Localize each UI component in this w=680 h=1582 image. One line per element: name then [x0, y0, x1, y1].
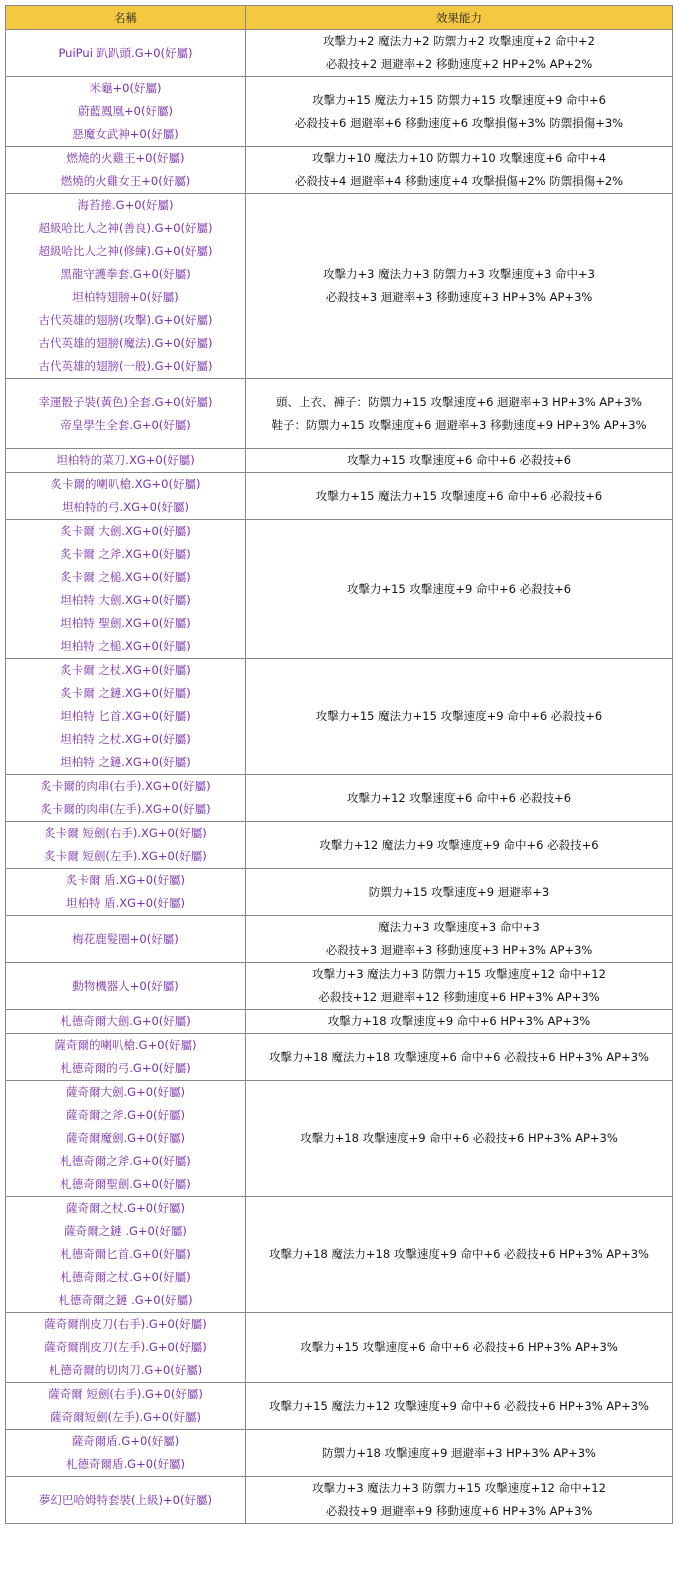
table-row: [6, 147, 673, 194]
item-name: 薩奇爾削皮刀(右手).G+0(好屬): [44, 1317, 207, 1331]
item-name: 札德奇爾的弓.G+0(好屬): [60, 1061, 191, 1075]
table-row: [6, 1383, 673, 1430]
item-name: 炙卡爾的肉串(左手).XG+0(好屬): [40, 802, 211, 816]
effect-cell: [246, 473, 673, 520]
effect-line: 攻擊力+15 魔法力+15 攻擊速度+6 命中+6 必殺技+6: [315, 488, 603, 503]
item-name: 梅花鹿髮圈+0(好屬): [72, 931, 179, 946]
name-column-header: 名稱: [6, 6, 246, 30]
item-name: 薩奇爾之鏈 .G+0(好屬): [64, 1224, 187, 1238]
effect-line: 必殺技+3 迴避率+3 移動速度+3 HP+3% AP+3%: [325, 290, 593, 304]
effect-line: 必殺技+6 迴避率+6 移動速度+6 攻擊損傷+3% 防禦損傷+3%: [294, 115, 624, 130]
item-name: 坦柏特 之鏈.XG+0(好屬): [60, 755, 191, 769]
table-row: [6, 659, 673, 775]
item-name-cell: [6, 473, 246, 520]
item-name: 米龜+0(好屬): [89, 81, 162, 95]
effect-cell: [246, 194, 673, 379]
item-name: 炙卡爾 短劍(右手).XG+0(好屬): [44, 826, 207, 840]
item-name: 蔚藍鳳凰+0(好屬): [78, 104, 173, 118]
item-name: 超級哈比人之神(善良).G+0(好屬): [38, 221, 213, 235]
item-name: 帝皇學生全套.G+0(好屬): [60, 417, 191, 432]
effect-cell: [246, 520, 673, 659]
item-name: 動物機器人+0(好屬): [72, 978, 179, 993]
item-name-cell: [6, 963, 246, 1010]
table-row: [6, 1081, 673, 1197]
table-row: [6, 963, 673, 1010]
table-row: [6, 449, 673, 473]
effect-cell: [246, 775, 673, 822]
effect-line: 攻擊力+18 魔法力+18 攻擊速度+9 命中+6 必殺技+6 HP+3% AP+3%: [269, 1247, 649, 1261]
item-name: 札德奇爾盾.G+0(好屬): [66, 1457, 185, 1471]
item-name: 夢幻巴哈姆特套裝(上級)+0(好屬): [39, 1492, 212, 1507]
item-name-cell: [6, 1081, 246, 1197]
table-row: [6, 822, 673, 869]
effect-line: 攻擊力+18 魔法力+18 攻擊速度+6 命中+6 必殺技+6 HP+3% AP+3%: [269, 1049, 649, 1064]
item-name: 海苔捲.G+0(好屬): [77, 198, 174, 212]
table-row: [6, 473, 673, 520]
table-row: [6, 1313, 673, 1383]
effect-cell: [246, 449, 673, 473]
effect-line: 必殺技+9 迴避率+9 移動速度+6 HP+3% AP+3%: [325, 1504, 593, 1518]
item-name: 坦柏特的菜刀.XG+0(好屬): [56, 453, 195, 467]
item-name: 超級哈比人之神(修練).G+0(好屬): [38, 244, 213, 258]
effect-line: 攻擊力+15 魔法力+15 防禦力+15 攻擊速度+9 命中+6: [312, 92, 606, 107]
effect-line: 攻擊力+2 魔法力+2 防禦力+2 攻擊速度+2 命中+2: [323, 34, 595, 48]
item-name: 炙卡爾 盾.XG+0(好屬): [65, 873, 186, 887]
item-name-cell: [6, 30, 246, 77]
effect-line: 攻擊力+18 攻擊速度+9 命中+6 必殺技+6 HP+3% AP+3%: [300, 1131, 618, 1145]
item-name: 幸運骰子裝(黃色)全套.G+0(好屬): [38, 394, 213, 409]
effect-line: 魔法力+3 攻擊速度+3 命中+3: [378, 920, 540, 934]
item-name: 札德奇爾之鏈 .G+0(好屬): [58, 1293, 193, 1307]
item-name-cell: [6, 520, 246, 659]
item-name-cell: [6, 449, 246, 473]
item-name: 惡魔女武神+0(好屬): [72, 127, 179, 141]
item-name-cell: [6, 194, 246, 379]
item-name: 札德奇爾匕首.G+0(好屬): [60, 1247, 191, 1261]
table-row: [6, 30, 673, 77]
item-name: 坦柏特 大劍.XG+0(好屬): [60, 593, 191, 607]
item-name: 黑龍守護拳套.G+0(好屬): [60, 267, 191, 281]
effect-line: 攻擊力+15 攻擊速度+9 命中+6 必殺技+6: [346, 581, 572, 596]
item-name: PuiPui 趴趴頭.G+0(好屬): [58, 45, 193, 60]
effect-line: 必殺技+12 迴避率+12 移動速度+6 HP+3% AP+3%: [318, 990, 600, 1004]
effect-line: 攻擊力+12 攻擊速度+6 命中+6 必殺技+6: [346, 790, 572, 805]
item-name-cell: [6, 916, 246, 963]
effect-line: 必殺技+2 迴避率+2 移動速度+2 HP+2% AP+2%: [325, 57, 593, 71]
item-name: 札德奇爾之斧.G+0(好屬): [60, 1154, 191, 1168]
item-name-cell: [6, 869, 246, 916]
item-name: 炙卡爾 大劍.XG+0(好屬): [60, 524, 191, 538]
item-name: 坦柏特 聖劍.XG+0(好屬): [60, 616, 191, 630]
item-name: 坦柏特 之槌.XG+0(好屬): [60, 639, 191, 653]
table-row: [6, 775, 673, 822]
item-name-cell: [6, 822, 246, 869]
effect-cell: [246, 1034, 673, 1081]
item-name-cell: [6, 1313, 246, 1383]
effect-line: 攻擊力+3 魔法力+3 防禦力+3 攻擊速度+3 命中+3: [323, 267, 595, 281]
effect-line: 攻擊力+12 魔法力+9 攻擊速度+9 命中+6 必殺技+6: [319, 837, 599, 852]
item-name: 薩奇爾的喇叭槍.G+0(好屬): [54, 1038, 197, 1052]
effect-line: 必殺技+3 迴避率+3 移動速度+3 HP+3% AP+3%: [325, 943, 593, 957]
effect-line: 攻擊力+15 魔法力+12 攻擊速度+9 命中+6 必殺技+6 HP+3% AP+3%: [269, 1398, 649, 1413]
effect-cell: [246, 1383, 673, 1430]
effect-cell: [246, 30, 673, 77]
item-name-cell: [6, 77, 246, 147]
item-name-cell: [6, 1034, 246, 1081]
item-name: 札德奇爾聖劍.G+0(好屬): [60, 1177, 191, 1191]
effect-cell: [246, 822, 673, 869]
item-name: 炙卡爾 短劍(左手).XG+0(好屬): [44, 849, 207, 863]
item-name: 炙卡爾的肉串(右手).XG+0(好屬): [40, 779, 211, 793]
item-name: 坦柏特的弓.XG+0(好屬): [62, 500, 189, 514]
item-name: 燃燒的火雞王+0(好屬): [66, 151, 185, 165]
table-row: [6, 520, 673, 659]
item-name-cell: [6, 379, 246, 449]
effect-cell: [246, 379, 673, 449]
item-name: 炙卡爾 之鏈.XG+0(好屬): [60, 686, 191, 700]
item-name: 炙卡爾的喇叭槍.XG+0(好屬): [50, 477, 201, 491]
effect-cell: [246, 1313, 673, 1383]
effect-line: 攻擊力+10 魔法力+10 防禦力+10 攻擊速度+6 命中+4: [312, 151, 606, 165]
item-name: 燃燒的火雞女王+0(好屬): [60, 174, 191, 188]
effect-line: 鞋子：防禦力+15 攻擊速度+6 迴避率+3 移動速度+9 HP+3% AP+3%: [271, 417, 647, 432]
table-body: [6, 30, 673, 1524]
table-row: [6, 1197, 673, 1313]
item-name: 古代英雄的翅膀(魔法).G+0(好屬): [38, 336, 213, 350]
effect-cell: [246, 1197, 673, 1313]
effect-cell: [246, 147, 673, 194]
effect-cell: [246, 1430, 673, 1477]
item-name-cell: [6, 147, 246, 194]
effect-cell: [246, 869, 673, 916]
effect-cell: [246, 1477, 673, 1524]
item-name-cell: [6, 1010, 246, 1034]
effect-line: 攻擊力+15 攻擊速度+6 命中+6 必殺技+6: [346, 453, 572, 467]
item-name: 薩奇爾短劍(左手).G+0(好屬): [50, 1410, 201, 1424]
item-name: 炙卡爾 之斧.XG+0(好屬): [60, 547, 191, 561]
effect-line: 頭、上衣、褲子：防禦力+15 攻擊速度+6 迴避率+3 HP+3% AP+3%: [276, 394, 642, 409]
item-name-cell: [6, 1197, 246, 1313]
item-name: 札德奇爾大劍.G+0(好屬): [60, 1014, 191, 1028]
item-name-cell: [6, 1477, 246, 1524]
effect-cell: [246, 1081, 673, 1197]
effect-line: 攻擊力+18 攻擊速度+9 命中+6 HP+3% AP+3%: [327, 1014, 591, 1028]
table-header-row: [6, 6, 673, 30]
effect-line: 防禦力+18 攻擊速度+9 迴避率+3 HP+3% AP+3%: [322, 1445, 596, 1460]
effect-line: 必殺技+4 迴避率+4 移動速度+4 攻擊損傷+2% 防禦損傷+2%: [294, 174, 624, 188]
item-name-cell: [6, 775, 246, 822]
table-row: [6, 916, 673, 963]
effect-cell: [246, 659, 673, 775]
item-name-cell: [6, 659, 246, 775]
effect-cell: [246, 77, 673, 147]
item-name-cell: [6, 1383, 246, 1430]
item-name: 坦柏特 匕首.XG+0(好屬): [60, 709, 191, 723]
effect-column-header: 效果能力: [246, 6, 673, 30]
item-name: 薩奇爾魔劍.G+0(好屬): [66, 1131, 185, 1145]
effect-line: 攻擊力+3 魔法力+3 防禦力+15 攻擊速度+12 命中+12: [312, 967, 606, 981]
effect-line: 攻擊力+15 魔法力+15 攻擊速度+9 命中+6 必殺技+6: [315, 709, 603, 723]
table-row: [6, 1477, 673, 1524]
item-name: 薩奇爾盾.G+0(好屬): [71, 1434, 180, 1448]
table-row: [6, 1034, 673, 1081]
table-row: [6, 1430, 673, 1477]
effect-line: 防禦力+15 攻擊速度+9 迴避率+3: [368, 884, 550, 899]
item-name: 薩奇爾大劍.G+0(好屬): [66, 1085, 185, 1099]
item-name: 炙卡爾 之槌.XG+0(好屬): [60, 570, 191, 584]
table-row: [6, 194, 673, 379]
table-row: [6, 379, 673, 449]
item-name: 薩奇爾之斧.G+0(好屬): [66, 1108, 185, 1122]
item-name: 古代英雄的翅膀(攻擊).G+0(好屬): [38, 313, 213, 327]
effect-cell: [246, 1010, 673, 1034]
item-name: 古代英雄的翅膀(一般).G+0(好屬): [38, 359, 213, 373]
effect-line: 攻擊力+3 魔法力+3 防禦力+15 攻擊速度+12 命中+12: [312, 1481, 606, 1495]
item-name: 炙卡爾 之杖.XG+0(好屬): [60, 663, 191, 677]
item-name: 札德奇爾的切肉刀.G+0(好屬): [48, 1363, 203, 1377]
item-name: 薩奇爾削皮刀(左手).G+0(好屬): [44, 1340, 207, 1354]
item-name-cell: [6, 1430, 246, 1477]
table-row: [6, 77, 673, 147]
effect-line: 攻擊力+15 攻擊速度+6 命中+6 必殺技+6 HP+3% AP+3%: [300, 1340, 618, 1354]
item-name: 薩奇爾 短劍(右手).G+0(好屬): [48, 1387, 203, 1401]
item-name: 薩奇爾之杖.G+0(好屬): [66, 1201, 185, 1215]
item-name: 坦柏特 之杖.XG+0(好屬): [60, 732, 191, 746]
effect-cell: [246, 916, 673, 963]
item-name: 坦柏特翅膀+0(好屬): [72, 290, 179, 304]
effect-cell: [246, 963, 673, 1010]
item-name: 札德奇爾之杖.G+0(好屬): [60, 1270, 191, 1284]
item-name: 坦柏特 盾.XG+0(好屬): [65, 896, 186, 910]
table-row: [6, 869, 673, 916]
item-effects-table: [5, 5, 673, 1524]
table-row: [6, 1010, 673, 1034]
